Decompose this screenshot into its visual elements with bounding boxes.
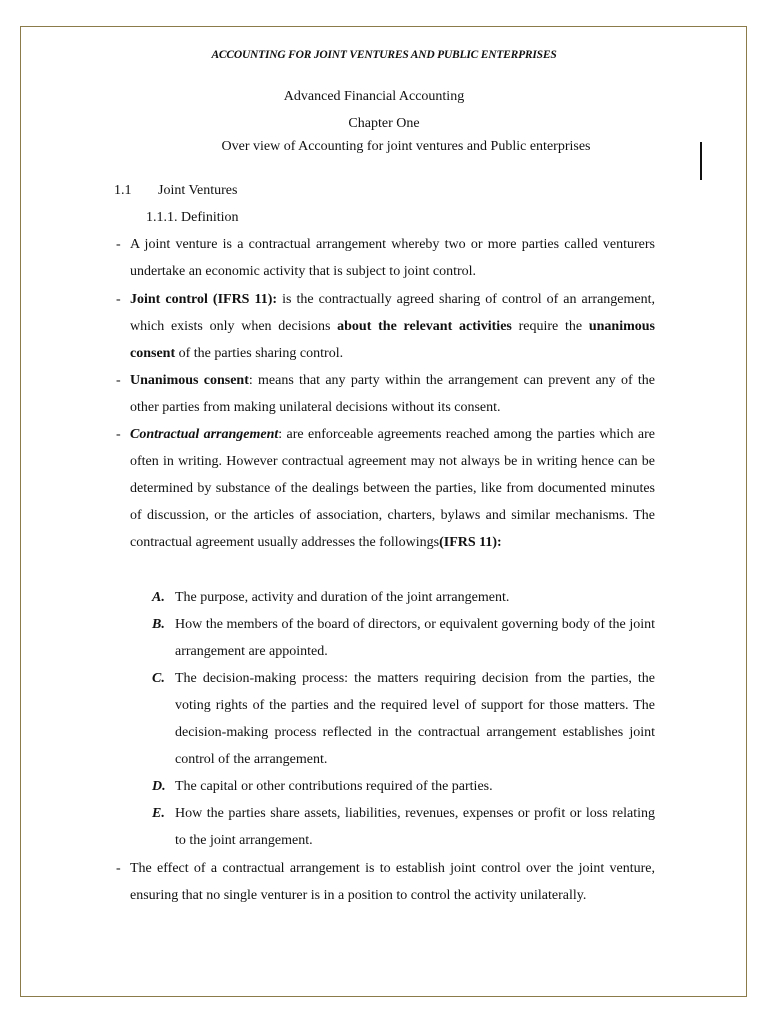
- definition-text: : are enforceable agreements reached among the parties which are often in writing. However contractual agreement may not always be in writing hence can be determined by substance of the dealings between the parties, like from documented minutes of discussion, or the articles of association, charters, bylaws and similar mechanisms. The contractual agreement usually addresses the followings: [130, 427, 655, 550]
- list-item-c: [152, 665, 655, 773]
- list-item-a: [152, 584, 655, 611]
- bullet-effect: [116, 855, 655, 909]
- list-marker: C.: [152, 671, 165, 686]
- bullet-text: [130, 286, 655, 367]
- section-number: 1.1: [114, 183, 132, 198]
- list-text: The decision-making process: the matters requiring decision from the parties, the voting rights of the parties and the required level of support for those matters. The decision-making process reflected in the contractual arrangement establishes joint control of the arrangement.: [175, 671, 655, 767]
- bullet-contractual-arrangement: [116, 421, 655, 556]
- bullet-text: [130, 367, 655, 421]
- term-joint-control: Joint control (IFRS 11):: [130, 292, 278, 307]
- bullet-dash: -: [116, 427, 121, 442]
- definition-text: require the: [511, 319, 589, 334]
- list-item-b: [152, 611, 655, 665]
- subsection-heading: 1.1.1. Definition: [146, 210, 239, 225]
- list-marker: B.: [152, 617, 165, 632]
- list-marker: A.: [152, 590, 165, 605]
- ifrs-reference: (IFRS 11):: [439, 535, 502, 550]
- definition-text: of the parties sharing control.: [175, 346, 344, 361]
- list-text: The purpose, activity and duration of the joint arrangement.: [175, 590, 510, 605]
- chapter-subtitle: Over view of Accounting for joint ventures and Public enterprises: [221, 139, 591, 154]
- bullet-text: The effect of a contractual arrangement is to establish joint control over the joint venture, ensuring that no single venturer is in a position to control the activity unilaterally.: [130, 861, 655, 903]
- list-text: The capital or other contributions required of the parties.: [175, 779, 493, 794]
- chapter-title: Chapter One: [348, 116, 420, 131]
- list-marker: E.: [152, 806, 165, 821]
- term-unanimous-consent: Unanimous consent: [130, 373, 249, 388]
- definition-text: : means that any party within the arrangement can prevent any of the other parties from making unilateral decisions without its consent.: [130, 373, 655, 415]
- bullet-unanimous-consent: [116, 367, 655, 421]
- list-item-d: [152, 773, 655, 800]
- bullet-text: [130, 421, 655, 556]
- bullet-text: A joint venture is a contractual arrangement whereby two or more parties called venturers undertake an economic activity that is subject to joint control.: [130, 237, 655, 279]
- section-title: Joint Ventures: [158, 183, 238, 198]
- list-item-e: [152, 800, 655, 854]
- bullet-dash: -: [116, 292, 121, 307]
- bullet-dash: -: [116, 237, 121, 252]
- definition-text: is the contractually agreed sharing of control of an arrangement, which exists only when decisions: [130, 292, 655, 334]
- term-relevant-activities: about the relevant activities: [337, 319, 512, 334]
- list-text: How the members of the board of directors, or equivalent governing body of the joint arrangement are appointed.: [175, 617, 655, 659]
- bullet-joint-control: [116, 286, 655, 367]
- bullet-dash: -: [116, 861, 121, 876]
- running-header: ACCOUNTING FOR JOINT VENTURES AND PUBLIC ENTERPRISES: [211, 49, 557, 61]
- bullet-dash: -: [116, 373, 121, 388]
- bullet-joint-venture: [116, 231, 655, 285]
- course-title: Advanced Financial Accounting: [283, 89, 465, 104]
- term-contractual-arrangement: Contractual arrangement: [130, 427, 279, 442]
- term-unanimous-consent: unanimous consent: [130, 319, 656, 361]
- list-marker: D.: [152, 779, 166, 794]
- list-text: How the parties share assets, liabilities, revenues, expenses or profit or loss relating to the joint arrangement.: [175, 806, 655, 848]
